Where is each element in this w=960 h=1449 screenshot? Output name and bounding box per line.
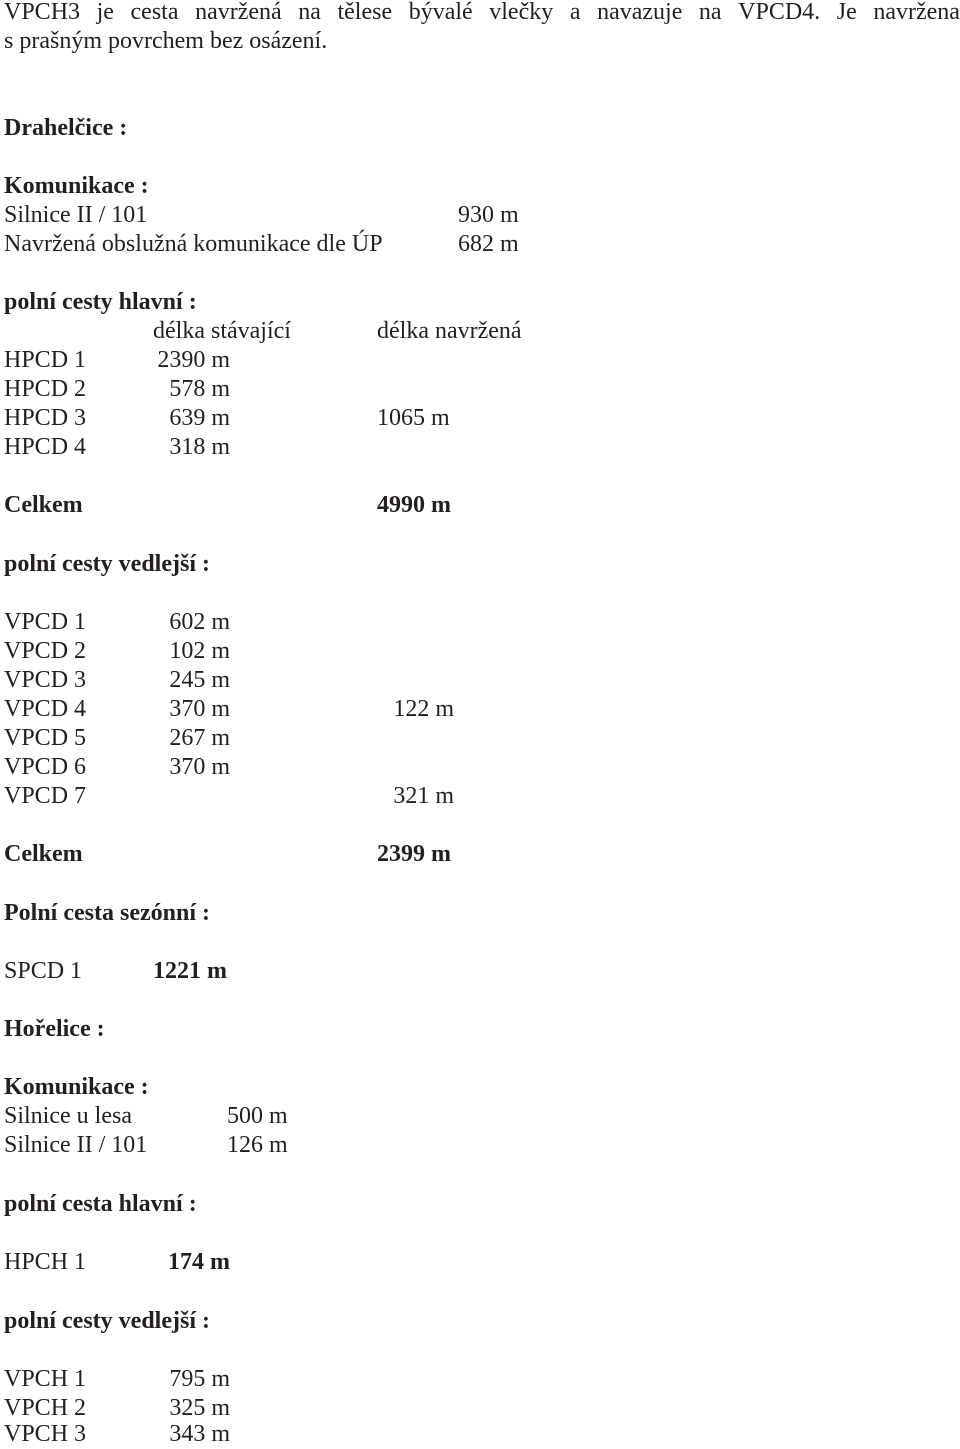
komunikace-heading: Komunikace : — [4, 1074, 149, 1100]
intro-word: na — [298, 0, 321, 25]
path-existing-length: 578 m — [169, 376, 230, 402]
path-existing-length: 102 m — [169, 638, 230, 664]
road-name: Navržená obslužná komunikace dle ÚP — [4, 231, 383, 257]
intro-line-1 — [4, 0, 960, 27]
road-length: 126 m — [227, 1132, 288, 1158]
path-name: HPCD 1 — [4, 347, 87, 373]
path-name: VPCD 1 — [4, 609, 87, 635]
path-existing-length: 602 m — [169, 609, 230, 635]
total-label: Celkem — [4, 492, 83, 518]
path-length: 174 m — [168, 1249, 230, 1275]
intro-word: VPCD4. — [738, 0, 821, 25]
path-name: SPCD 1 — [4, 958, 83, 984]
path-existing-length: 639 m — [169, 405, 230, 431]
path-existing-length: 245 m — [169, 667, 230, 693]
intro-line-2: s prašným povrchem bez osázení. — [4, 28, 328, 54]
intro-word: je — [96, 0, 114, 25]
path-existing-length: 267 m — [169, 725, 230, 751]
hlavni-heading: polní cesty hlavní : — [4, 289, 197, 315]
road-length: 930 m — [458, 202, 519, 228]
vedlejsi-heading: polní cesty vedlejší : — [4, 1308, 210, 1334]
path-name: VPCD 5 — [4, 725, 87, 751]
intro-word: Je — [836, 0, 857, 25]
path-name: HPCD 2 — [4, 376, 87, 402]
path-name: VPCD 4 — [4, 696, 87, 722]
hlavni-heading: polní cesta hlavní : — [4, 1191, 197, 1217]
path-proposed-length: 1065 m — [377, 405, 450, 431]
intro-word: cesta — [130, 0, 179, 25]
road-name: Silnice II / 101 — [4, 202, 148, 228]
path-name: HPCD 3 — [4, 405, 87, 431]
path-length: 343 m — [169, 1421, 230, 1447]
section-heading-drahelcice: Drahelčice : — [4, 115, 128, 141]
intro-word: na — [698, 0, 722, 25]
path-existing-length: 2390 m — [157, 347, 230, 373]
total-value: 4990 m — [377, 492, 451, 518]
intro-word: navržená — [195, 0, 282, 25]
column-header-existing: délka stávající — [153, 318, 291, 344]
vedlejsi-heading: polní cesty vedlejší : — [4, 551, 210, 577]
path-name: VPCD 7 — [4, 783, 87, 809]
section-heading-horelice: Hořelice : — [4, 1016, 105, 1042]
intro-word: vlečky — [489, 0, 554, 25]
path-name: HPCH 1 — [4, 1249, 87, 1275]
total-label: Celkem — [4, 841, 83, 867]
intro-word: a — [569, 0, 581, 25]
path-name: VPCD 6 — [4, 754, 87, 780]
path-name: VPCH 1 — [4, 1366, 87, 1392]
intro-word: VPCH3 — [4, 0, 81, 25]
intro-word: tělese — [337, 0, 393, 25]
komunikace-heading: Komunikace : — [4, 173, 149, 199]
path-name: VPCH 2 — [4, 1395, 87, 1421]
intro-word: navazuje — [597, 0, 683, 25]
path-length: 325 m — [169, 1395, 230, 1421]
path-proposed-length: 122 m — [393, 696, 454, 722]
path-existing-length: 318 m — [169, 434, 230, 460]
path-name: VPCH 3 — [4, 1421, 87, 1447]
path-existing-length: 370 m — [169, 754, 230, 780]
path-name: VPCD 2 — [4, 638, 87, 664]
path-name: VPCD 3 — [4, 667, 87, 693]
sezonni-heading: Polní cesta sezónní : — [4, 900, 210, 926]
total-value: 2399 m — [377, 841, 451, 867]
path-length: 795 m — [169, 1366, 230, 1392]
column-header-proposed: délka navržená — [377, 318, 522, 344]
road-name: Silnice u lesa — [4, 1103, 132, 1129]
path-existing-length: 370 m — [169, 696, 230, 722]
path-proposed-length: 321 m — [393, 783, 454, 809]
path-name: HPCD 4 — [4, 434, 87, 460]
path-length: 1221 m — [153, 958, 227, 984]
road-length: 500 m — [227, 1103, 288, 1129]
intro-word: bývalé — [408, 0, 473, 25]
road-name: Silnice II / 101 — [4, 1132, 148, 1158]
road-length: 682 m — [458, 231, 519, 257]
intro-word: navržena — [873, 0, 960, 25]
